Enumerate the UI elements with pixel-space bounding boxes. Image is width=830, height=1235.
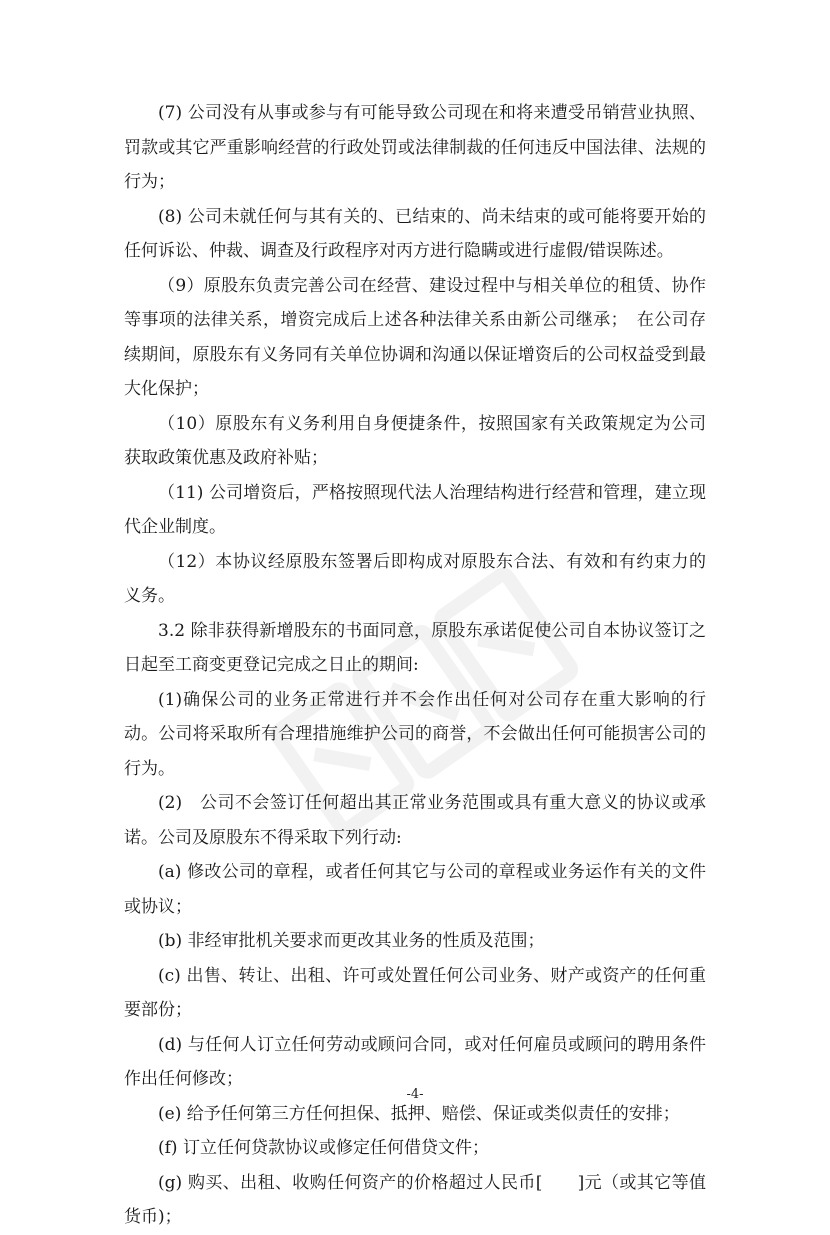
clause-3-2-item-1: (1)确保公司的业务正常进行并不会作出任何对公司存在重大影响的行动。公司将采取所有合理措施维护公司的商誉，不会做出任何可能损害公司的行为。 (124, 689, 706, 779)
paragraph-10: （10）原股东有义务利用自身便捷条件，按照国家有关政策规定为公司获取政策优惠及政府补贴； (124, 413, 706, 468)
paragraph-11: （11) 公司增资后，严格按照现代法人治理结构进行经营和管理，建立现代企业制度。 (124, 482, 706, 537)
paragraph-9: （9）原股东负责完善公司在经营、建设过程中与相关单位的租赁、协作等事项的法律关系，增资完成后上述各种法律关系由新公司继承； 在公司存续期间，原股东有义务同有关单位协调和沟通以保证增资后的公司权益受到最大化保护； (124, 275, 706, 399)
paragraph-12: （12）本协议经原股东签署后即构成对原股东合法、有效和有约束力的义务。 (124, 551, 706, 606)
page-number: -4- (406, 1087, 424, 1102)
sub-item-g: (g) 购买、出租、收购任何资产的价格超过人民币[ ]元（或其它等值货币)； (124, 1172, 706, 1227)
paragraph-7: (7) 公司没有从事或参与有可能导致公司现在和将来遭受吊销营业执照、罚款或其它严重影响经营的行政处罚或法律制裁的任何违反中国法律、法规的行为； (124, 103, 706, 192)
sub-item-b: (b) 非经审批机关要求而更改其业务的性质及范围； (158, 931, 545, 951)
sub-item-d: (d) 与任何人订立任何劳动或顾问合同，或对任何雇员或顾问的聘用条件作出任何修改； (124, 1034, 706, 1089)
sub-item-a: (a) 修改公司的章程，或者任何其它与公司的章程或业务运作有关的文件或协议； (124, 862, 706, 917)
sub-item-c: (c) 出售、转让、出租、许可或处置任何公司业务、财产或资产的任何重要部份； (124, 965, 706, 1020)
sub-item-f: (f) 订立任何贷款协议或修定任何借贷文件； (158, 1138, 489, 1158)
clause-3-2-item-2: (2) 公司不会签订任何超出其正常业务范围或具有重大意义的协议或承诺。公司及原股东不得采取下列行动: (124, 793, 706, 848)
clause-3-2: 3.2 除非获得新增股东的书面同意，原股东承诺促使公司自本协议签订之日起至工商变更登记完成之日止的期间: (124, 620, 706, 675)
body-text (124, 96, 706, 1235)
sub-item-e: (e) 给予任何第三方任何担保、抵押、赔偿、保证或类似责任的安排； (158, 1103, 680, 1124)
paragraph-8: (8) 公司未就任何与其有关的、已结束的、尚未结束的或可能将要开始的任何诉讼、仲裁、调查及行政程序对丙方进行隐瞒或进行虚假/错误陈述。 (124, 206, 706, 261)
